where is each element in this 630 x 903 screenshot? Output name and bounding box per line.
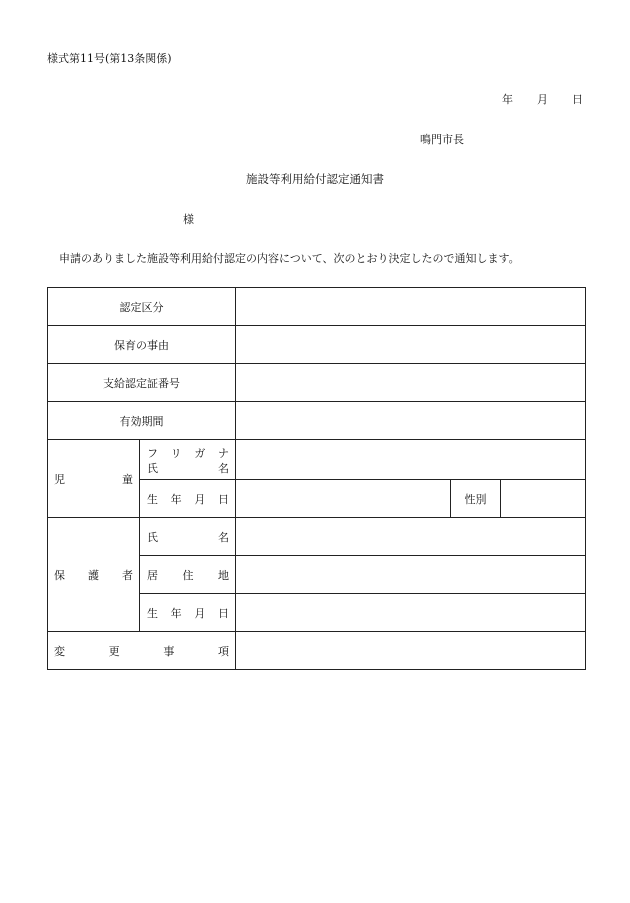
date-year-label: 年 [502, 93, 513, 106]
childcare-reason-value[interactable] [236, 326, 586, 364]
changes-value[interactable] [236, 632, 586, 670]
child-name-value[interactable] [236, 440, 586, 480]
table-row-child-name [48, 440, 586, 480]
guardian-name-value[interactable] [236, 518, 586, 556]
changes-label: 変 更 事 項 [48, 632, 236, 670]
table-row-guardian-name [48, 518, 586, 556]
date-day-label: 日 [572, 93, 583, 106]
child-label: 児 童 [48, 440, 140, 518]
addressee-suffix: 様 [183, 213, 194, 226]
date-month-label: 月 [537, 93, 548, 106]
child-birthdate-value[interactable] [236, 480, 451, 518]
gender-label: 性別 [451, 480, 501, 518]
cert-number-label: 支給認定証番号 [48, 364, 236, 402]
guardian-birthdate-value[interactable] [236, 594, 586, 632]
document-title: 施設等利用給付認定通知書 [246, 172, 384, 186]
table-row-childcare-reason [48, 326, 586, 364]
furigana-name-label: フ リ ガ ナ 氏 名 [140, 440, 236, 480]
cert-category-value[interactable] [236, 288, 586, 326]
table-row-changes [48, 632, 586, 670]
gender-value[interactable] [501, 480, 586, 518]
cert-number-value[interactable] [236, 364, 586, 402]
guardian-label: 保 護 者 [48, 518, 140, 632]
table-row-cert-number [48, 364, 586, 402]
table-row-validity-period [48, 402, 586, 440]
validity-period-label: 有効期間 [48, 402, 236, 440]
guardian-address-value[interactable] [236, 556, 586, 594]
issuer-name: 鳴門市長 [420, 133, 464, 146]
childcare-reason-label: 保育の事由 [48, 326, 236, 364]
guardian-name-label: 氏 名 [140, 518, 236, 556]
cert-category-label: 認定区分 [48, 288, 236, 326]
child-birthdate-label: 生 年 月 日 [140, 480, 236, 518]
form-number: 様式第11号(第13条関係) [47, 52, 172, 65]
validity-period-value[interactable] [236, 402, 586, 440]
notice-body: 申請のありました施設等利用給付認定の内容について、次のとおり決定したので通知します。 [59, 252, 520, 265]
table-row-cert-category [48, 288, 586, 326]
guardian-birthdate-label: 生 年 月 日 [140, 594, 236, 632]
guardian-address-label: 居 住 地 [140, 556, 236, 594]
certification-table [47, 287, 586, 670]
